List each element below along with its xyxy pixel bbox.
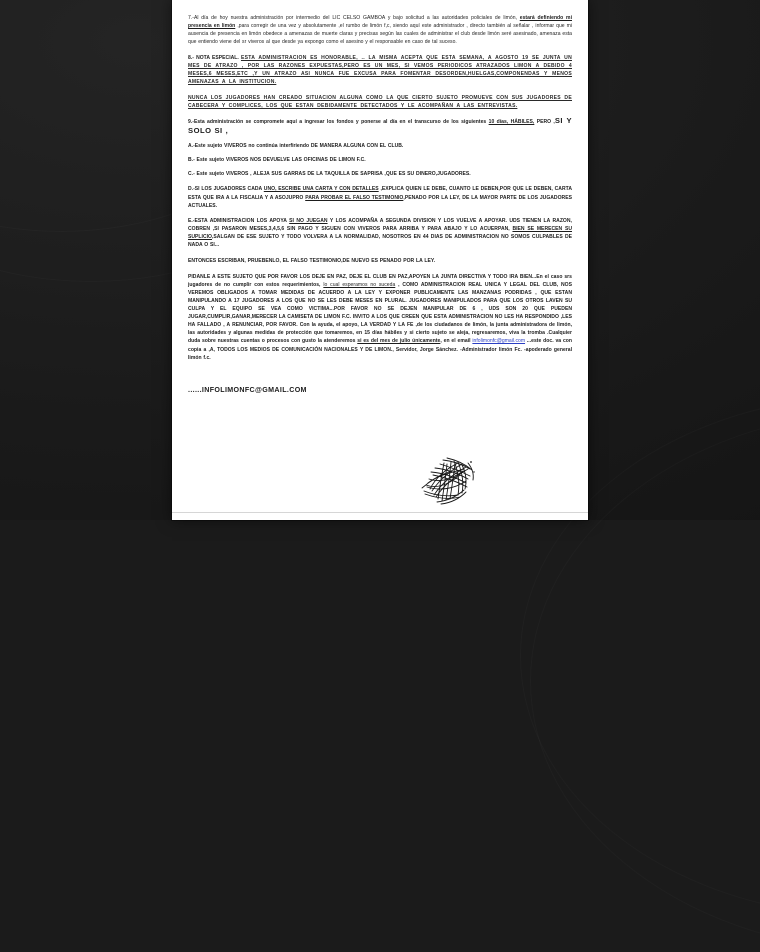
paragraph-7 xyxy=(188,14,572,46)
paragraph-9-lead: 9.-Esta administración se compromete aquí a ingresar los fondos y ponerse al día en el transcurso de los siguientes xyxy=(188,119,489,126)
paragraph-entonces xyxy=(188,257,572,265)
paragraph-f-emphasis-2: si es del mes de julio únicamente xyxy=(357,338,441,345)
paragraph-9-pero: PERO , xyxy=(534,119,555,126)
document-body xyxy=(172,0,588,394)
paragraph-9-condition: SI Y SOLO SI , xyxy=(188,116,573,135)
paragraph-e-mid: Y LOS ACOMPAÑA A SEGUNDA DIVISION Y LOS VUELVE A APOYAR. UDS TIENEN LA RAZON, COBREN ,SI PASARON MESES,3,4,5,6 SIN PAGO Y SIGUEN CON VIVEROS PARA ARRIBA Y PARA ABAJO Y LO ACUERPAN, xyxy=(188,218,572,233)
paragraph-e-rest: ,SALGAN DE ESE SUJETO Y TODO VOLVERA A LA NORMALIDAD, NOSOTROS EN 44 DIAS DE ADMINISTRACION NO SOMOS CULPABLES DE NADA O SI... xyxy=(188,234,572,249)
paragraph-d-lead: D.-SI LOS JUGADORES CADA xyxy=(188,186,264,193)
signature-scribble-icon xyxy=(416,455,486,507)
paragraph-f-mid: , COMO ADMINISTRACION REAL UNICA Y LEGAL DEL CLUB, NOS VEREMOS OBLIGADOS A TOMAR MEDIDAS DE ACUERDO A LA LEY Y EXPONER PUBLICAMENTE LAS MANZANAS PODRIDAS , QUE ESTAN MANIPULANDO A 17 JUGADORES A LOS QUE NO SE LES DEBE MESES EN PLURAL. JUGADORES MANIPULADOS PARA QUE LOS OTROS LAVEN SU CULPA Y EL EQUIPO SE VEA COMO VICTIMA...POR FAVOR NO SE DEJEN MANIPULAR DE 6 , UDS SON 20 QUE PUEDEN JUGAR,CUMPLIR,GANAR,MERECER LA CAMISETA DE LIMON F.C. INVITO A LOS QUE CREEN QUE ESTA ADMINISTRACION NO LES HA RESPONDIDO ,LES HA FALLADO , A RENUNCIAR, POR FAVOR. Con la ayuda, el apoyo, LA VERDAD Y LA FE ,de los ciudadanos de limón, la junta administradora de limón, las autoridades y algunas medidas de protección que tomaremos, en 15 días hábiles y si cierto sujeto se aleja, regresaremos, viva la tromba .Cualquier duda sobre nuestras cuentas o procesos con gusto la atenderemos xyxy=(188,281,573,345)
paragraph-9-days: 10 días, HÁBILES, xyxy=(488,119,535,126)
paragraph-d xyxy=(188,185,572,209)
paragraph-7-rest: ,para corregir de una vez y absolutamente ,el rumbo de limón f,c, siendo aquí este administrador , directo también al señalar , informar que mi ausencia de presencia en limón obedece a amenazas de muerte claras y precisas según las cuales de administrar el club desde limón seré asesinado, amenaza esta que entiendo viene del sr viveros al que desde ya expongo como el asesino y el responsable en caso de tal suceso. xyxy=(188,23,572,46)
email-link[interactable]: infolimonfc@gmail.com xyxy=(472,338,526,345)
paragraph-e xyxy=(188,217,572,249)
paragraph-b-body: B.- Este sujeto VIVEROS NOS DEVUELVE LAS OFICINAS DE LIMON F.C. xyxy=(188,156,366,163)
paragraph-d-rest: ,PENADO POR LA LEY, DE LA MAYOR PARTE DE LOS JUGADORES ACTUALES. xyxy=(188,194,572,209)
paragraph-7-emphasis: estará definiendo mi presencia en limón xyxy=(188,15,572,30)
paragraph-9 xyxy=(188,117,572,135)
paragraph-a-lead: A.-Este sujeto VIVEROS xyxy=(188,142,249,149)
paragraph-c-body: C.- Este sujeto VIVEROS , ALEJA SUS GARRAS DE LA TAQUILLA DE SAPRISA ,QUE ES SU DINERO,JUGADORES. xyxy=(188,170,471,177)
paragraph-a-rest: no continúa interfiriendo DE MANERA ALGUNA CON EL CLUB. xyxy=(248,142,404,149)
page-footer-divider xyxy=(172,512,588,513)
paragraph-8-body: ESTA ADMINISTRACION ES HONORABLE, .. LA MISMA ACEPTA QUE ESTA SEMANA, A AGOSTO 19 SE JUNTA UN MES DE ATRAZO , POR LAS RAZONES EXPUESTAS,PERO ES UN MES, SI VEMOS PERIODICOS ATRAZADOS LIMON A DEBIDO 4 MESES,6 MESES,ETC ,Y UN ATRAZO ASI NUNCA FUE EXCUSA PARA FOMENTAR DESORDEN,HUELGAS,COMPONENDAS Y MENOS AMENAZAS A LA INSTITUCION. xyxy=(188,54,572,86)
paragraph-nunca-body: NUNCA LOS JUGADORES HAN CREADO SITUACION ALGUNA COMO LA QUE CIERTO SUJETO PROMUEVE CON SUS JUGADORES DE CABECERA Y COMPLICES, LOS QUE ESTAN DEBIDAMENTE DETECTADOS Y LE ACOMPAÑAN A LAS ENTREVISTAS. xyxy=(188,94,572,109)
paragraph-f-emphasis-1: lo cual esperamos no suceda xyxy=(323,281,396,288)
paragraph-e-lead: E.-ESTA ADMINISTRACION LOS APOYA xyxy=(188,218,290,225)
document-page xyxy=(172,0,588,520)
paragraph-e-emphasis-1: SI NO JUEGAN xyxy=(289,218,328,225)
paragraph-f-lead: PIDANLE A ESTE SUJETO QUE POR FAVOR LOS DEJE EN PAZ, DEJE EL CLUB EN PAZ,APOYEN LA JUNTA DIRECTIVA Y TODO IRA BIEN...En el caso srs jugadores de no cumplir con estos requerimientos, xyxy=(188,273,572,288)
paragraph-d-emphasis-2: PARA PROBAR EL FALSO TESTIMONIO xyxy=(305,194,404,201)
paragraph-d-mid: ,EXPLICA QUIEN LE DEBE, CUANTO LE DEBEN,POR QUE LE DEBEN, CARTA ESTA QUE IRA A LA FISCALIA Y A ASOJUPRO xyxy=(188,186,572,201)
paragraph-f-mid-2: , en el email xyxy=(440,338,473,345)
paragraph-c xyxy=(188,170,572,178)
paragraph-d-emphasis-1: UNO, ESCRIBE UNA CARTA Y CON DETALLES xyxy=(263,186,379,193)
paragraph-e-emphasis-2: BIEN SE MERECEN SU SUPLICIO xyxy=(188,226,572,241)
paragraph-entonces-body: ENTONCES ESCRIBAN, PRUEBENLO, EL FALSO TESTIMONIO,DE NUEVO ES PENADO POR LA LEY. xyxy=(188,258,436,265)
paragraph-nunca xyxy=(188,94,572,110)
paragraph-8-lead: 8.- NOTA ESPECIAL. xyxy=(188,54,239,61)
paragraph-b xyxy=(188,156,572,164)
paragraph-7-lead: 7.-Al día de hoy nuestra administración por intermedio del LIC CELSO GAMBOA y bajo solicitud a las autoridades policiales de limón, xyxy=(188,15,520,21)
paragraph-a xyxy=(188,142,572,150)
paragraph-f-rest: ...este doc. va con copia a ,A, TODOS LOS MEDIOS DE COMUNICACIÓN NACIONALES Y DE LIMON., Servidor, Jorge Sánchez. -Administrador limón Fc. -apoderado general limón f.c. xyxy=(188,338,573,361)
paragraph-8 xyxy=(188,54,572,86)
footer-email-text: ......INFOLIMONFC@GMAIL.COM xyxy=(188,386,307,395)
paragraph-f xyxy=(188,273,572,362)
